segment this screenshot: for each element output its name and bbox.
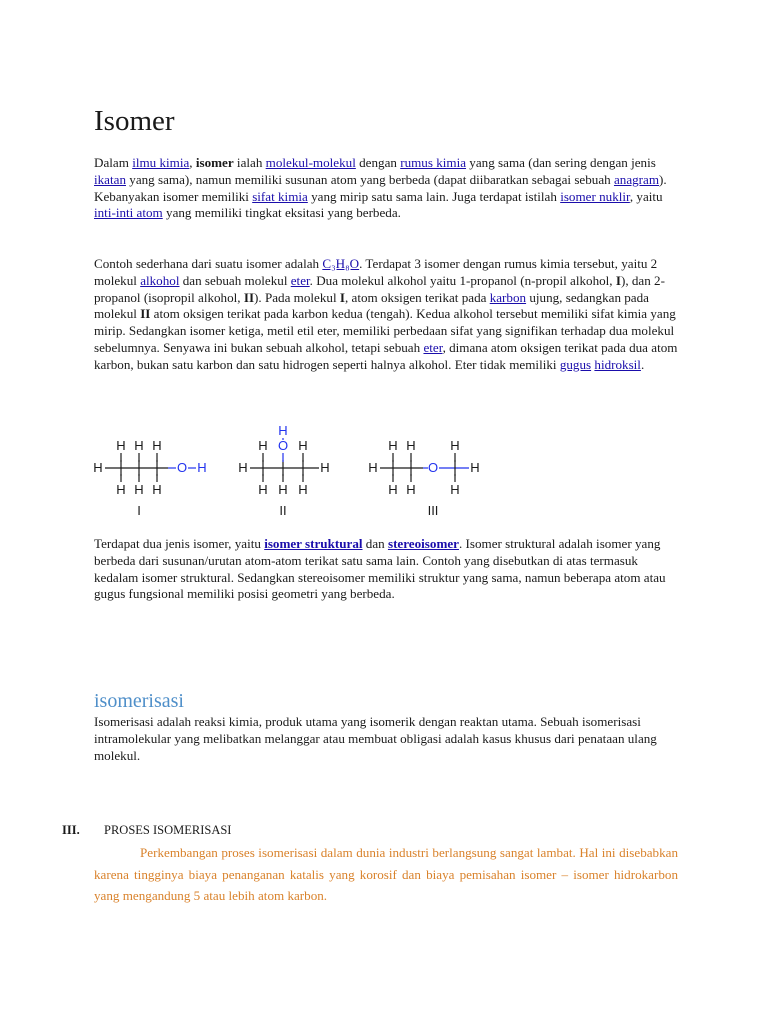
text: . Dua molekul alkohol yaitu 1-propanol (n-propil alkohol, <box>309 272 616 288</box>
intro-paragraph <box>94 155 684 222</box>
text: , yaitu <box>629 188 663 204</box>
hydrogen-atom: H <box>116 438 126 453</box>
link-ikatan[interactable]: ikatan <box>94 171 126 187</box>
text: yang mirip satu sama lain. Juga terdapat istilah <box>307 188 561 204</box>
hydrogen-atom: H <box>298 438 308 453</box>
link-molekul[interactable]: molekul-molekul <box>265 155 356 170</box>
text: dan <box>362 536 388 551</box>
link-isomer-struktural[interactable]: isomer struktural <box>264 536 363 551</box>
hydrogen-atom: H <box>278 482 288 497</box>
text: yang sama (dan sering dengan jenis <box>466 155 656 170</box>
text: , <box>189 155 196 170</box>
section-body-text: Perkembangan proses isomerisasi dalam dunia industri berlangsung sangat lambat. Hal ini disebabkan karena tingginya biaya penanganan katalis yang korosif dan biaya pemisahan isomer – isomer hidrokarbon yang mengandung 5 atau lebih atom karbon. <box>94 845 678 903</box>
hydrogen-atom: H <box>320 460 330 475</box>
text: Dalam <box>94 155 133 170</box>
bold-term: isomer <box>195 155 234 170</box>
link-rumus-kimia[interactable]: rumus kimia <box>400 155 467 170</box>
hydrogen-atom: H <box>134 438 144 453</box>
link-c3h8o[interactable]: C₃H₈O <box>322 256 360 271</box>
hydrogen-atom: H <box>258 482 268 497</box>
hydrogen-atom: H <box>388 482 398 497</box>
hydrogen-atom: H <box>368 460 378 475</box>
page-title: Isomer <box>94 105 175 137</box>
isomer-structures-figure <box>88 420 488 520</box>
text: ujung, sedangkan pada molekul <box>94 289 649 322</box>
hydrogen-atom: H <box>238 460 248 475</box>
hydrogen-atom: H <box>298 482 308 497</box>
text: ). Pada molekul <box>254 289 340 305</box>
text: dengan <box>355 155 401 170</box>
bold-term: II <box>243 289 255 305</box>
text: , dimana atom oksigen terikat pada dua atom karbon, bukan satu karbon dan satu hidrogen seperti halnya alkohol. Eter tidak memiliki <box>94 339 678 372</box>
hydrogen-atom: H <box>152 438 162 453</box>
text: yang sama), namun memiliki susunan atom yang berbeda (dapat diibaratkan sebagai sebuah <box>126 171 614 187</box>
bold-term: I <box>615 272 621 288</box>
link-inti-atom[interactable]: inti-inti atom <box>94 205 163 221</box>
link-hidroksil[interactable]: hidroksil <box>594 356 641 372</box>
link-ilmu-kimia[interactable]: ilmu kimia <box>132 155 190 170</box>
structure-label-III: III <box>427 503 439 518</box>
link-sifat-kimia[interactable]: sifat kimia <box>252 188 308 204</box>
hydrogen-atom: H <box>450 482 460 497</box>
hydrogen-atom: H <box>116 482 126 497</box>
oxygen-atom: O <box>176 460 188 475</box>
text: atom oksigen terikat pada karbon kedua (tengah). Kedua alkohol tersebut memiliki sifat kimia yang mirip. Sedangkan isomer ketiga, metil etil eter, memiliki perbedaan sifat yang signifikan terhadap dua molekul sebelumnya. Senyawa ini bukan sebuah alkohol, tetapi sebuah <box>94 306 676 355</box>
oxygen-atom: O <box>277 438 289 453</box>
hydrogen-atom: H <box>197 460 207 475</box>
hydrogen-atom: H <box>152 482 162 497</box>
text: ialah <box>233 155 266 170</box>
link-gugus[interactable]: gugus <box>559 356 592 372</box>
link-eter-2[interactable]: eter <box>423 339 443 355</box>
text: dan sebuah molekul <box>179 272 291 288</box>
hydrogen-atom: H <box>470 460 480 475</box>
text: , atom oksigen terikat pada <box>344 289 490 305</box>
text: . Isomer struktural adalah isomer yang berbeda dari susunan/urutan atom-atom terikat satu sama lain. Contoh yang disebutkan di atas termasuk kedalam isomer struktural. Sedangkan stereoisomer memiliki struktur yang sama, namun beberapa atom atau gugus fungsional memiliki posisi geometri yang berbeda. <box>94 536 666 602</box>
link-karbon[interactable]: karbon <box>489 289 527 305</box>
hydrogen-atom: H <box>93 460 103 475</box>
isomerisasi-paragraph: Isomerisasi adalah reaksi kimia, produk utama yang isomerik dengan reaktan utama. Sebuah isomerisasi intramolekular yang melibatkan melanggar atau membuat obligasi adalah kasus khusus dari penataan ulang molekul. <box>94 714 657 763</box>
text: . <box>640 356 645 372</box>
section-title: PROSES ISOMERISASI <box>104 823 232 837</box>
hydrogen-atom: H <box>406 482 416 497</box>
hydrogen-atom: H <box>278 423 288 438</box>
structure-label-I: I <box>137 503 141 518</box>
hydrogen-atom: H <box>134 482 144 497</box>
bold-term: II <box>140 306 151 322</box>
example-paragraph <box>94 256 684 374</box>
text: Contoh sederhana dari suatu isomer adalah <box>94 256 323 271</box>
text: . Terdapat 3 isomer dengan rumus kimia tersebut, yaitu 2 molekul <box>94 256 658 288</box>
section-heading-isomerisasi: isomerisasi <box>94 690 184 712</box>
link-anagram[interactable]: anagram <box>613 171 660 187</box>
bold-term: I <box>339 289 345 305</box>
text: yang memiliki tingkat eksitasi yang berbeda. <box>162 205 401 221</box>
types-paragraph <box>94 536 684 603</box>
hydrogen-atom: H <box>388 438 398 453</box>
hydrogen-atom: H <box>406 438 416 453</box>
oxygen-atom: O <box>427 460 439 475</box>
text: ). Kebanyakan isomer memiliki <box>94 171 667 204</box>
link-stereoisomer[interactable]: stereoisomer <box>387 536 459 551</box>
link-isomer-nuklir[interactable]: isomer nuklir <box>560 188 630 204</box>
section-body <box>94 842 678 907</box>
link-eter[interactable]: eter <box>290 272 310 288</box>
text: ), dan 2-propanol (isopropil alkohol, <box>94 272 665 305</box>
structure-label-II: II <box>279 503 287 518</box>
text: Terdapat dua jenis isomer, yaitu <box>94 536 265 551</box>
link-alkohol[interactable]: alkohol <box>140 272 180 288</box>
hydrogen-atom: H <box>258 438 268 453</box>
section-number: III. <box>62 823 80 837</box>
hydrogen-atom: H <box>450 438 460 453</box>
